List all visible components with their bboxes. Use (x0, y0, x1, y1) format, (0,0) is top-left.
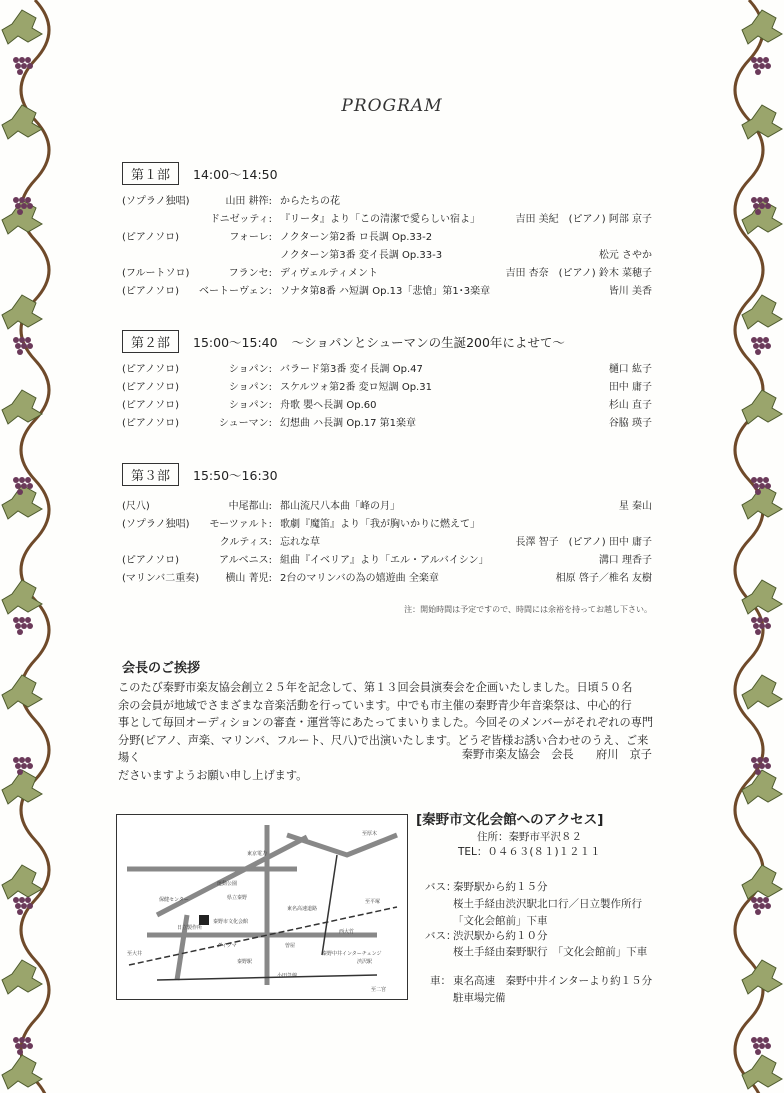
grape (27, 483, 33, 489)
access-detail: 「文化会館前」下車 (453, 915, 548, 927)
grape (17, 69, 23, 75)
program-row: (ピアノソロ) アルベニス: 組曲『イベリア』より「エル・アルバイシン」 溝口 理香子 (122, 555, 652, 566)
grape (15, 1043, 21, 1049)
grape (755, 909, 761, 915)
svg-text:小田急線: 小田急線 (277, 973, 298, 979)
grape (17, 489, 23, 495)
grape (765, 1043, 771, 1049)
grape (13, 57, 19, 63)
vine-leaf (2, 1055, 42, 1089)
svg-text:東京電力: 東京電力 (247, 851, 268, 857)
grape (15, 343, 21, 349)
grape (15, 63, 21, 69)
access-label: 車： (430, 975, 451, 987)
grape (19, 897, 25, 903)
vine-leaf (742, 865, 782, 899)
vine-leaf (742, 580, 782, 614)
greeting-title: 会長のご挨拶 (122, 661, 201, 676)
part-2-time: 15:00〜15:40 (193, 334, 278, 350)
grape (755, 349, 761, 355)
grape (751, 1037, 757, 1043)
grape (25, 477, 31, 483)
svg-text:保健センター: 保健センター (159, 897, 189, 903)
grape (19, 477, 25, 483)
program-row: (ピアノソロ) シューマン: 幻想曲 ハ長調 Op.17 第1楽章 谷脇 瑛子 (122, 418, 652, 429)
svg-text:運動公園: 運動公園 (217, 881, 238, 887)
grape (21, 623, 27, 629)
access-detail: 桜土手経由秦野駅行 「文化会館前」下車 (453, 946, 648, 958)
grape (25, 197, 31, 203)
grape (25, 57, 31, 63)
grape (753, 63, 759, 69)
left-vine-border (0, 0, 70, 1093)
greeting-line: このたび秦野市楽友協会創立２５年を記念して、第１３回会員演奏会を企画いたしました。日頃５０名 (118, 681, 633, 694)
svg-text:至二宮: 至二宮 (371, 987, 387, 993)
svg-text:西大竹: 西大竹 (339, 929, 355, 935)
grape (759, 483, 765, 489)
grape (19, 57, 25, 63)
access-address: 住所：秦野市平沢８２ (477, 831, 582, 843)
grape (17, 629, 23, 635)
grape (759, 623, 765, 629)
program-row: (フルートソロ) フランセ: ディヴェルティメント 吉田 杏奈 (ピアノ) 鈴木 菜穂子 (122, 268, 652, 279)
grape (757, 1037, 763, 1043)
hall-marker (199, 915, 209, 925)
vine-leaf (742, 390, 782, 424)
grape (13, 1037, 19, 1043)
part-2-label: 第２部 (122, 330, 179, 353)
svg-text:至大井: 至大井 (127, 951, 143, 957)
greeting-line: 事として毎回オーディションの審査・運営等にあたってまいりました。今回そのメンバーがそれぞれの専門 (118, 716, 654, 730)
grape (17, 909, 23, 915)
access-label: バス： (425, 930, 457, 942)
grape (27, 903, 33, 909)
grape (13, 477, 19, 483)
part-3-time: 15:50〜16:30 (193, 467, 278, 483)
grape (753, 763, 759, 769)
program-row: (ソプラノ独唱) 山田 耕筰: からたちの花 (122, 196, 340, 207)
vine-leaf (742, 1055, 782, 1089)
timing-note: 注：開始時間は予定ですので、時間には余裕を持ってお越し下さい。 (404, 605, 652, 614)
grape (751, 337, 757, 343)
grape (751, 57, 757, 63)
grape (15, 203, 21, 209)
greeting-signature: 秦野市楽友協会 会長 府川 京子 (461, 748, 652, 761)
svg-text:秦野中井インターチェンジ: 秦野中井インターチェンジ (322, 951, 382, 957)
grape (751, 757, 757, 763)
grape (19, 757, 25, 763)
program-title: PROGRAM (341, 96, 443, 116)
grape (755, 629, 761, 635)
map-drawing (117, 815, 407, 999)
grape (753, 903, 759, 909)
right-vine-border (714, 0, 784, 1093)
grape (763, 1037, 769, 1043)
part-1-time: 14:00〜14:50 (193, 166, 278, 182)
grape (27, 1043, 33, 1049)
vine-leaf (2, 960, 42, 994)
grape (753, 623, 759, 629)
grape (757, 897, 763, 903)
grape (759, 343, 765, 349)
grape (21, 483, 27, 489)
program-row: (ピアノソロ) フォーレ: ノクターン第2番 ロ長調 Op.33-2 (122, 232, 433, 243)
part-3-header (122, 463, 278, 486)
grape (21, 203, 27, 209)
grape (17, 209, 23, 215)
grape (753, 203, 759, 209)
grape (765, 903, 771, 909)
vine-leaf (742, 485, 782, 519)
grape (21, 1043, 27, 1049)
grape (759, 63, 765, 69)
grape (763, 337, 769, 343)
grape (17, 1049, 23, 1055)
access-title: [秦野市文化会館へのアクセス] (416, 812, 604, 828)
grape (757, 337, 763, 343)
greeting-line: ださいますようお願い申し上げます。 (118, 768, 308, 782)
grape (13, 897, 19, 903)
svg-text:曽屋: 曽屋 (285, 943, 296, 949)
grape (753, 343, 759, 349)
access-detail: 東名高速 秦野中井インターより約１５分 (453, 975, 653, 987)
grape (751, 897, 757, 903)
access-tel: TEL：０４６３(８１)１２１１ (458, 846, 601, 858)
grape (763, 57, 769, 63)
program-row: ノクターン第3番 変イ長調 Op.33-3 松元 さやか (280, 250, 652, 261)
grape (17, 349, 23, 355)
grape (25, 617, 31, 623)
svg-text:県立秦野: 県立秦野 (227, 895, 248, 901)
grape (21, 63, 27, 69)
vine-leaf (2, 675, 42, 709)
grape (19, 617, 25, 623)
greeting-body (118, 679, 654, 785)
grape (13, 757, 19, 763)
grape (763, 197, 769, 203)
grape (765, 763, 771, 769)
grape (13, 197, 19, 203)
vine-leaf (2, 580, 42, 614)
grape (757, 757, 763, 763)
grape (27, 203, 33, 209)
grape (19, 197, 25, 203)
grape (765, 203, 771, 209)
access-label: バス： (425, 881, 457, 893)
grape (763, 757, 769, 763)
grape (757, 477, 763, 483)
access-detail: 桜土手経由渋沢駅北口行／日立製作所行 (453, 898, 642, 910)
grape (17, 769, 23, 775)
part-2-subtitle: 〜ショパンとシューマンの生誕200年によせて〜 (291, 334, 565, 350)
grape (757, 197, 763, 203)
vine-leaf (2, 770, 42, 804)
part-3-label: 第３部 (122, 463, 179, 486)
svg-text:ダイクマ: ダイクマ (217, 943, 237, 949)
grape (13, 337, 19, 343)
vine-leaf (742, 675, 782, 709)
grape (755, 69, 761, 75)
grape (765, 343, 771, 349)
grape (751, 477, 757, 483)
grape (759, 763, 765, 769)
program-row: クルティス: 忘れな草 長澤 智子 (ピアノ) 田中 庸子 (219, 537, 652, 548)
program-row: (ピアノソロ) ショパン: スケルツォ第2番 変ロ短調 Op.31 田中 庸子 (122, 382, 652, 393)
grape (751, 197, 757, 203)
grape (25, 897, 31, 903)
svg-text:秦野駅: 秦野駅 (237, 959, 253, 965)
part-1-label: 第１部 (122, 162, 179, 185)
grape (27, 343, 33, 349)
grape (757, 57, 763, 63)
svg-text:至厚木: 至厚木 (362, 831, 378, 837)
vine-leaf (2, 10, 42, 44)
svg-text:秦野市文化会館: 秦野市文化会館 (213, 919, 249, 925)
grape (755, 1049, 761, 1055)
access-detail: 駐車場完備 (453, 992, 506, 1004)
grape (755, 209, 761, 215)
part-2-header (122, 330, 565, 353)
grape (15, 763, 21, 769)
vine-leaf (2, 865, 42, 899)
grape (759, 903, 765, 909)
grape (15, 483, 21, 489)
svg-text:渋沢駅: 渋沢駅 (357, 959, 373, 965)
grape (765, 483, 771, 489)
grape (765, 63, 771, 69)
part-1-header (122, 162, 278, 185)
grape (13, 617, 19, 623)
access-map (116, 814, 408, 1000)
program-row: (尺八) 中尾都山: 都山流尺八本曲「峰の月」 星 秦山 (122, 501, 652, 512)
access-detail: 秦野駅から約１５分 (453, 881, 548, 893)
program-row: ドニゼッティ: 『リータ』より「この清潔で愛らしい宿よ」 吉田 美紀 (ピアノ) 阿部 京子 (210, 214, 652, 225)
svg-text:至平塚: 至平塚 (365, 899, 381, 905)
grape (21, 343, 27, 349)
grape (25, 337, 31, 343)
greeting-line: 余の会員が地域でさまざまな音楽活動を行っています。中でも市主催の秦野青少年音楽祭は、中心的行 (118, 698, 632, 712)
grape (753, 1043, 759, 1049)
grape (15, 903, 21, 909)
grape (19, 337, 25, 343)
grape (27, 63, 33, 69)
grape (753, 483, 759, 489)
access-detail: 渋沢駅から約１０分 (453, 930, 548, 942)
svg-text:東名高速道路: 東名高速道路 (287, 906, 318, 912)
grape (19, 1037, 25, 1043)
svg-text:日立製作所: 日立製作所 (177, 925, 203, 931)
grape (759, 203, 765, 209)
grape (755, 769, 761, 775)
grape (21, 763, 27, 769)
grape (15, 623, 21, 629)
grape (759, 1043, 765, 1049)
grape (757, 617, 763, 623)
grape (763, 477, 769, 483)
grape (763, 897, 769, 903)
grape (755, 489, 761, 495)
grape (21, 903, 27, 909)
program-row: (ピアノソロ) ベートーヴェン: ソナタ第8番 ハ短調 Op.13「悲愴」第1･3楽章 皆川 美香 (122, 286, 652, 297)
grape (27, 763, 33, 769)
grape (765, 623, 771, 629)
grape (27, 623, 33, 629)
vine-leaf (742, 10, 782, 44)
vine-leaf (742, 960, 782, 994)
program-row: (ピアノソロ) ショパン: 舟歌 嬰ヘ長調 Op.60 杉山 直子 (122, 400, 652, 411)
program-row: (マリンバ二重奏) 横山 菁児: 2台のマリンバの為の嬉遊曲 全楽章 相原 啓子／椎名 友樹 (122, 573, 652, 584)
vine-leaf (742, 770, 782, 804)
greeting-line: 分野(ピアノ、声楽、マリンバ、フルート、尺八)で出演いたします。どうぞ皆様お誘い合わせのうえ、ご来場く (118, 733, 649, 765)
grape (25, 1037, 31, 1043)
grape (25, 757, 31, 763)
program-row: (ソプラノ独唱) モーツァルト: 歌劇『魔笛』より「我が胸いかりに燃えて」 (122, 519, 480, 530)
grape (763, 617, 769, 623)
grape (751, 617, 757, 623)
program-row: (ピアノソロ) ショパン: バラード第3番 変イ長調 Op.47 樋口 紘子 (122, 364, 652, 375)
